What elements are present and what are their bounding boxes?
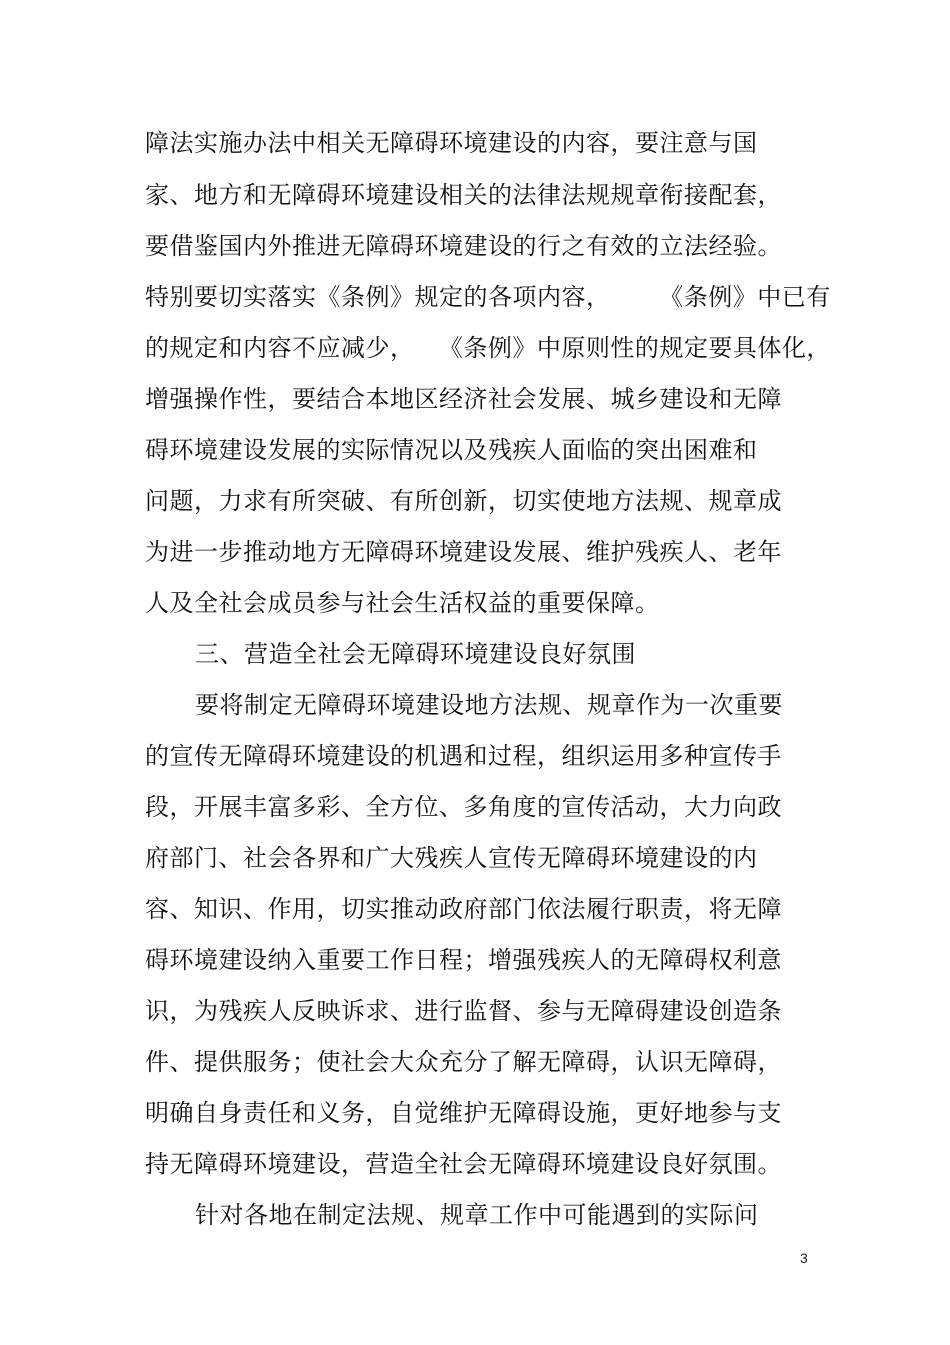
body-text-line: 障法实施办法中相关无障碍环境建设的内容，要注意与国 bbox=[145, 129, 758, 157]
body-text-line: 段，开展丰富多彩、全方位、多角度的宣传活动，大力向政 bbox=[145, 793, 782, 821]
body-text-line: 为进一步推动地方无障碍环境建设发展、维护残疾人、老年 bbox=[145, 538, 782, 566]
body-text-line: 容、知识、作用，切实推动政府部门依法履行职责，将无障 bbox=[145, 895, 782, 923]
paragraph-first-line: 要将制定无障碍环境建设地方法规、规章作为一次重要 bbox=[195, 691, 783, 719]
body-text-line: 要借鉴国内外推进无障碍环境建设的行之有效的立法经验。 bbox=[145, 232, 782, 260]
body-text-line: 的规定和内容不应减少， 《条例》中原则性的规定要具体化， bbox=[145, 334, 831, 362]
body-text-line: 持无障碍环境建设，营造全社会无障碍环境建设良好氛围。 bbox=[145, 1150, 782, 1178]
body-text-line: 家、地方和无障碍环境建设相关的法律法规规章衔接配套， bbox=[145, 181, 782, 209]
body-text-line: 碍环境建设纳入重要工作日程；增强残疾人的无障碍权利意 bbox=[145, 946, 782, 974]
body-text-line: 碍环境建设发展的实际情况以及残疾人面临的突出困难和 bbox=[145, 436, 758, 464]
body-text-line: 增强操作性，要结合本地区经济社会发展、城乡建设和无障 bbox=[145, 385, 782, 413]
body-text-line: 府部门、社会各界和广大残疾人宣传无障碍环境建设的内 bbox=[145, 844, 758, 872]
body-text-line: 件、提供服务；使社会大众充分了解无障碍，认识无障碍， bbox=[145, 1048, 782, 1076]
paragraph-first-line: 针对各地在制定法规、规章工作中可能遇到的实际问 bbox=[195, 1201, 759, 1229]
section-heading: 三、营造全社会无障碍环境建设良好氛围 bbox=[195, 640, 636, 668]
page-number: 3 bbox=[800, 1250, 808, 1266]
body-text-line: 人及全社会成员参与社会生活权益的重要保障。 bbox=[145, 589, 660, 617]
body-text-line: 的宣传无障碍环境建设的机遇和过程，组织运用多种宣传手 bbox=[145, 742, 782, 770]
body-text-line: 特别要切实落实《条例》规定的各项内容， 《条例》中已有 bbox=[145, 283, 831, 311]
body-text-line: 识，为残疾人反映诉求、进行监督、参与无障碍建设创造条 bbox=[145, 997, 782, 1025]
body-text-line: 明确自身责任和义务，自觉维护无障碍设施，更好地参与支 bbox=[145, 1099, 782, 1127]
body-text-line: 问题，力求有所突破、有所创新，切实使地方法规、规章成 bbox=[145, 487, 782, 515]
